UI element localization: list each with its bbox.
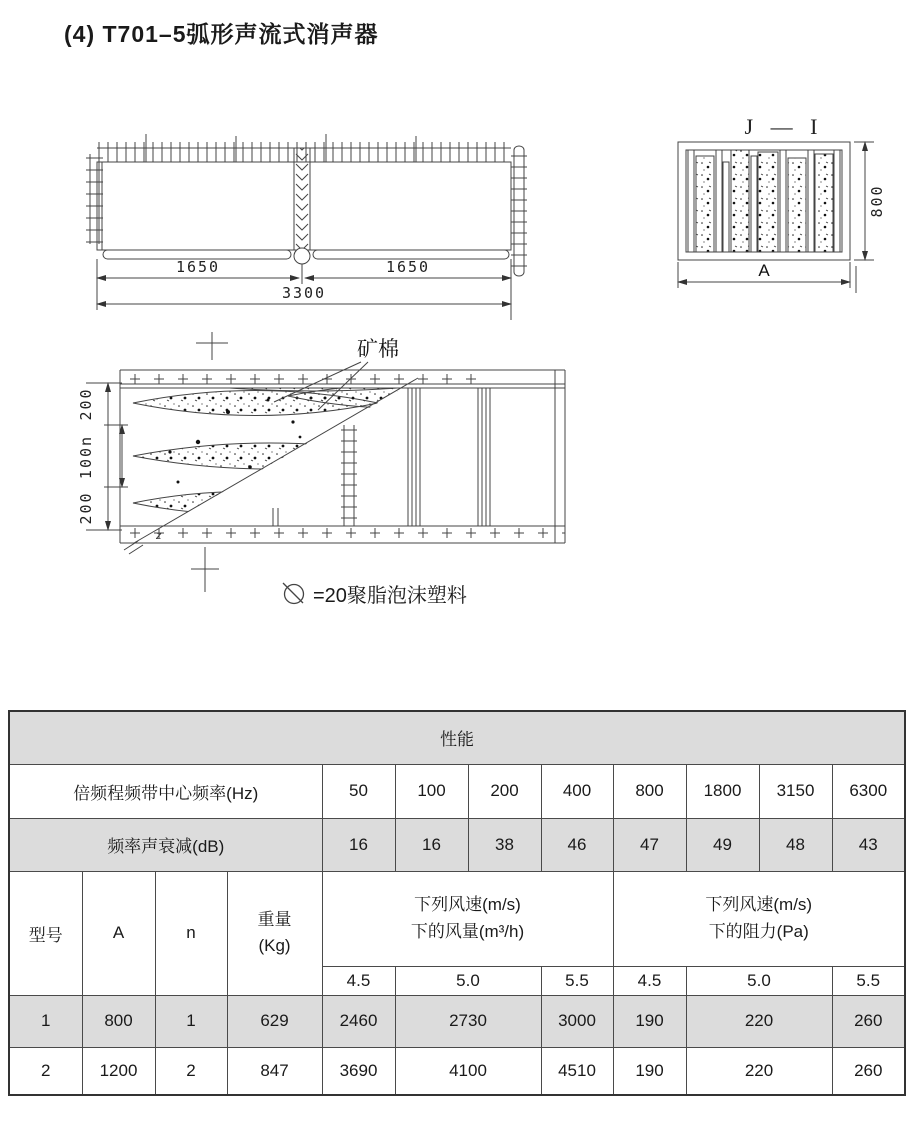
- spec-table: [8, 710, 906, 1096]
- cell-res: 220: [686, 1047, 832, 1095]
- dim-800: 800: [868, 184, 886, 218]
- speed-cell: 5.5: [541, 966, 613, 995]
- col-header-a: A: [82, 871, 155, 995]
- cell-n: 1: [155, 995, 227, 1047]
- center-column-foot: [294, 248, 310, 264]
- dim-3300: 3300: [281, 284, 327, 302]
- cell-res: 220: [686, 995, 832, 1047]
- cell-res: 190: [613, 995, 686, 1047]
- speed-cell: 4.5: [613, 966, 686, 995]
- freq-label-cell: 倍频程频带中心频率(Hz): [9, 764, 322, 818]
- plan-drawing: [78, 330, 583, 595]
- freq-value-cell: 50: [322, 764, 395, 818]
- section-label: J — I: [744, 114, 824, 139]
- mineral-wool-label: 矿棉: [357, 338, 399, 361]
- atten-label-cell: 频率声衰减(dB): [9, 818, 322, 871]
- cell-a: 1200: [82, 1047, 155, 1095]
- speed-cell: 5.0: [395, 966, 541, 995]
- legend: [280, 578, 467, 608]
- perf-header-row: [9, 711, 905, 764]
- top-weld-band: [120, 371, 490, 384]
- freq-value-cell: 6300: [832, 764, 905, 818]
- cell-flow: 3000: [541, 995, 613, 1047]
- atten-value-cell: 47: [613, 818, 686, 871]
- freq-value-cell: 3150: [759, 764, 832, 818]
- group-header-flow: [322, 871, 613, 966]
- section-ji-drawing: [660, 112, 910, 297]
- right-flange-ladder: [511, 146, 527, 276]
- bottom-weld-band: [120, 527, 565, 542]
- weight-unit: (Kg): [258, 936, 291, 955]
- flow-header-line2: 下的风量(m³/h): [410, 921, 525, 941]
- dim-100n: 100n: [77, 434, 95, 480]
- cell-weight: 847: [227, 1047, 322, 1095]
- cell-flow: 3690: [322, 1047, 395, 1095]
- res-header-line1: 下列风速(m/s): [705, 895, 813, 915]
- atten-value-cell: 16: [322, 818, 395, 871]
- thickness-symbol-icon: [280, 578, 310, 608]
- cell-res: 260: [832, 1047, 905, 1095]
- mineral-wool-blades: [133, 374, 528, 544]
- cell-flow: 4510: [541, 1047, 613, 1095]
- cell-flow: 4100: [395, 1047, 541, 1095]
- page-title: (4) T701–5弧形声流式消声器: [64, 21, 379, 47]
- left-flange-ladder: [86, 154, 103, 244]
- perf-header-cell: 性能: [9, 711, 905, 764]
- atten-value-cell: 16: [395, 818, 468, 871]
- freq-value-cell: 400: [541, 764, 613, 818]
- col-header-weight: [227, 871, 322, 995]
- cell-weight: 629: [227, 995, 322, 1047]
- data-row-1: [9, 995, 905, 1047]
- group-header-row: [9, 871, 905, 966]
- weight-label: 重量: [257, 909, 292, 929]
- group-header-resistance: [613, 871, 905, 966]
- cell-flow: 2730: [395, 995, 541, 1047]
- atten-value-cell: 48: [759, 818, 832, 871]
- ladder-column: [341, 425, 357, 526]
- center-chevron-column: [294, 148, 310, 250]
- cell-model: 2: [9, 1047, 82, 1095]
- cell-flow: 2460: [322, 995, 395, 1047]
- legend-text: =20聚脂泡沫塑料: [313, 584, 467, 607]
- atten-value-cell: 49: [686, 818, 759, 871]
- speed-cell: 5.0: [686, 966, 832, 995]
- res-header-line2: 下的阻力(Pa): [708, 921, 809, 941]
- freq-value-cell: 200: [468, 764, 541, 818]
- cell-model: 1: [9, 995, 82, 1047]
- col-header-n: n: [155, 871, 227, 995]
- col-header-model: 型号: [9, 871, 82, 995]
- cell-res: 260: [832, 995, 905, 1047]
- dim-1650-right: 1650: [385, 258, 431, 276]
- dim-a: A: [758, 261, 770, 280]
- atten-value-cell: 38: [468, 818, 541, 871]
- attenuation-row: [9, 818, 905, 871]
- z-mark: z: [156, 530, 162, 542]
- cell-res: 190: [613, 1047, 686, 1095]
- splitter-strips: [688, 150, 840, 252]
- frequency-row: [9, 764, 905, 818]
- dim-200-top: 200: [77, 387, 95, 421]
- atten-value-cell: 46: [541, 818, 613, 871]
- speed-cell: 4.5: [322, 966, 395, 995]
- flow-header-line1: 下列风速(m/s): [414, 895, 521, 915]
- atten-value-cell: 43: [832, 818, 905, 871]
- cell-n: 2: [155, 1047, 227, 1095]
- dim-1650-left: 1650: [175, 258, 221, 276]
- freq-value-cell: 1800: [686, 764, 759, 818]
- speed-cell: 5.5: [832, 966, 905, 995]
- cell-a: 800: [82, 995, 155, 1047]
- dim-200-bottom: 200: [77, 491, 95, 525]
- freq-value-cell: 100: [395, 764, 468, 818]
- elevation-drawing: [86, 132, 532, 322]
- data-row-2: [9, 1047, 905, 1095]
- freq-value-cell: 800: [613, 764, 686, 818]
